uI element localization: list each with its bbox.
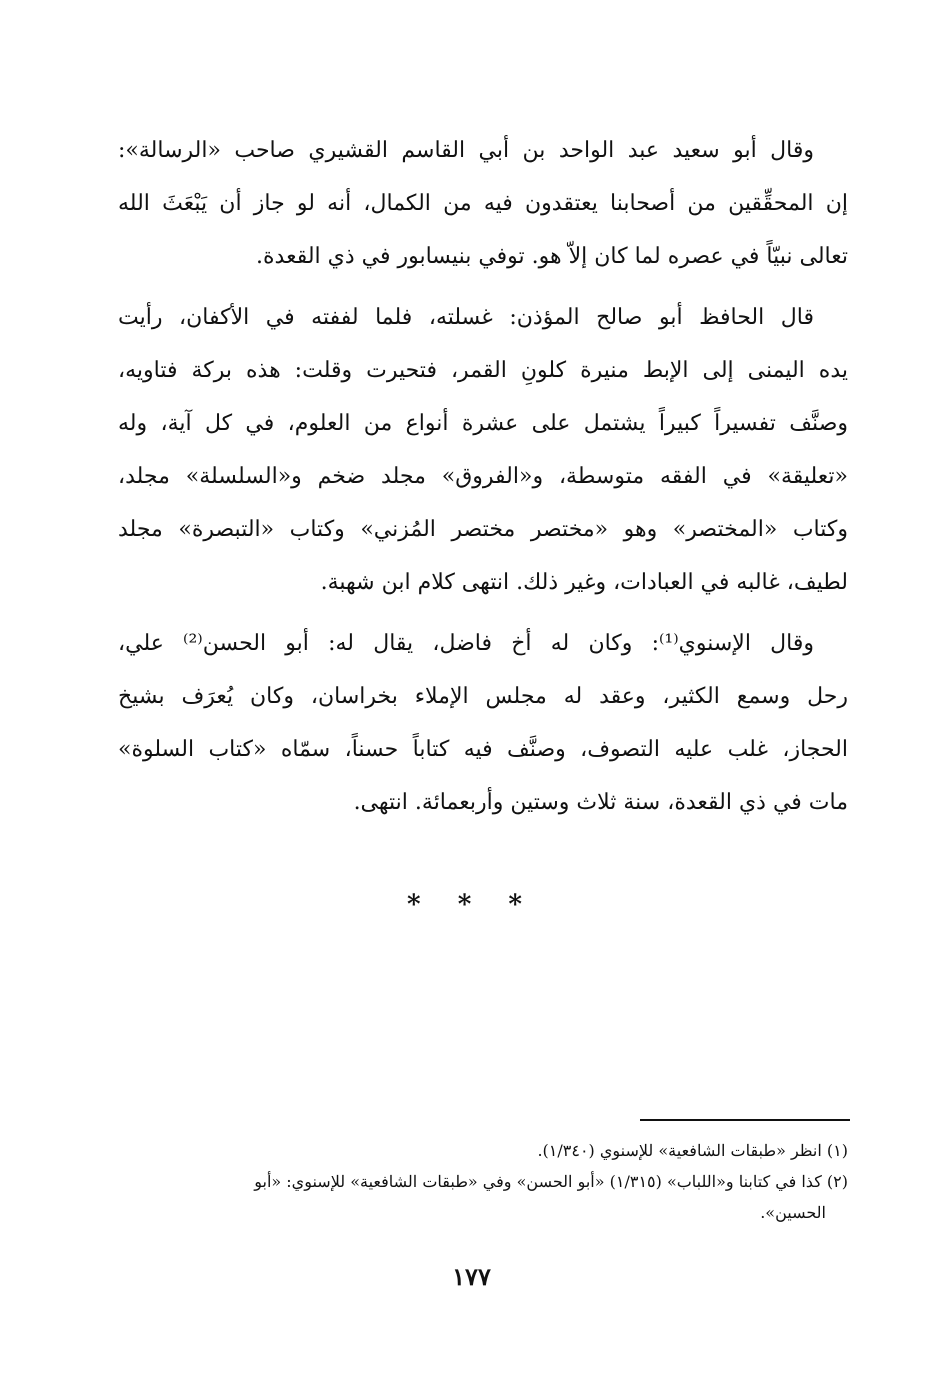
footnote-2: (٢) كذا في كتابنا و«اللباب» (١/٣١٥) «أبو الحسن» وفي «طبقات الشافعية» للإسنوي: «أبو: [254, 1172, 848, 1191]
text-line: يده اليمنى إلى الإبط منيرة كلونِ القمر، فتحيرت وقلت: هذه بركة فتاويه،: [118, 358, 848, 383]
footnote-1: (١) انظر «طبقات الشافعية» للإسنوي (١/٣٤٠).: [537, 1141, 848, 1160]
text-line: «تعليقة» في الفقه متوسطة، و«الفروق» مجلد ضخم و«السلسلة» مجلد،: [118, 464, 848, 489]
paragraph-isnawi: [118, 617, 848, 829]
text-line: لطيف، غالبه في العبادات، وغير ذلك. انتهى كلام ابن شهبة.: [320, 570, 848, 595]
text-line: وقال أبو سعيد عبد الواحد بن أبي القاسم القشيري صاحب «الرسالة»:: [118, 138, 814, 163]
footnote-2-continuation: الحسين».: [760, 1203, 826, 1222]
page-number: ١٧٧: [452, 1262, 491, 1291]
text-line: الحجاز، غلب عليه التصوف، وصنَّف فيه كتاباً حسناً، سمّاه «كتاب السلوة»: [118, 737, 848, 762]
main-text: [118, 124, 848, 837]
paragraph-qushayri: [118, 124, 848, 283]
footnote-divider: [640, 1119, 850, 1121]
paragraph-abu-salih: [118, 291, 848, 609]
text-line: إن المحقِّقين من أصحابنا يعتقدون فيه من الكمال، أنه لو جاز أن يَبْعَثَ الله: [118, 191, 848, 216]
text-line: قال الحافظ أبو صالح المؤذن: غسلته، فلما لففته في الأكفان، رأيت: [118, 305, 814, 330]
text-line: مات في ذي القعدة، سنة ثلاث وستين وأربعمائة. انتهى.: [353, 790, 848, 815]
text-line: وقال الإسنوي⁽¹⁾: وكان له أخ فاضل، يقال له: أبو الحسن⁽²⁾ علي،: [118, 631, 815, 656]
section-separator: * * *: [407, 890, 536, 920]
footnotes: [118, 1135, 848, 1228]
text-line: تعالى نبيّاً في عصره لما كان إلاّ هو. توفي بنيسابور في ذي القعدة.: [256, 244, 848, 269]
text-line: رحل وسمع الكثير، وعقد له مجلس الإملاء بخراسان، وكان يُعرَف بشيخ: [118, 684, 848, 709]
text-line: وكتاب «المختصر» وهو «مختصر مختصر المُزني» وكتاب «التبصرة» مجلد: [118, 517, 848, 542]
text-line: وصنَّف تفسيراً كبيراً يشتمل على عشرة أنواع من العلوم، في كل آية، وله: [118, 411, 848, 436]
